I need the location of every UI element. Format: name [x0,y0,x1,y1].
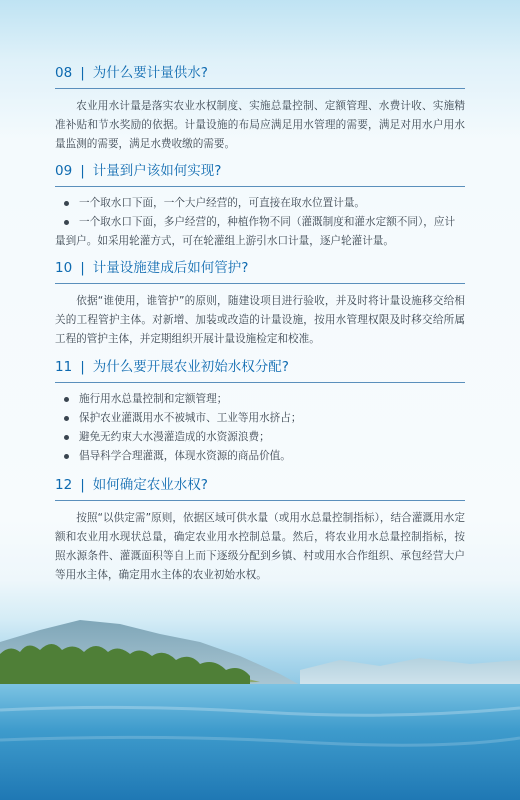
section-number: 12 [55,477,73,493]
section-09 [55,162,465,251]
bullet-list [55,390,465,466]
section-number: 10 [55,260,73,276]
section-heading [55,358,465,376]
section-title: 为什么要开展农业初始水权分配? [92,359,289,375]
list-item: 一个取水口下面，一个大户经营的，可直接在取水位置计量。 [55,194,465,213]
section-paragraph: 按照“以供定需”原则，依据区域可供水量（或用水总量控制指标），结合灌溉用水定额和农业用水现状总量，确定农业用水控制总量。然后，将农业用水总量控制指标，按照水源条件、灌溉面积等自上而下逐级分配到乡镇、村或用水合作组织、承包经营大户等用水主体，确定用水主体的农业初始水权。 [55,512,465,581]
lake-water [0,684,520,800]
list-item: 倡导科学合理灌溉，体现水资源的商品价值。 [55,447,465,466]
list-item: 施行用水总量控制和定额管理； [55,390,465,409]
far-mountains [300,658,520,685]
bullet-list [55,194,465,251]
bullet-dot-icon [64,416,69,421]
list-item: 一个取水口下面，多户经营的，种植作物不同（灌溉制度和灌水定额不同），应计量到户。如采用轮灌方式，可在轮灌组上游引水口计量，逐户轮灌计量。 [55,216,456,247]
section-heading [55,64,465,82]
list-item: 保护农业灌溉用水不被城市、工业等用水挤占； [55,409,465,428]
heading-rule [55,500,465,501]
section-title: 计量到户该如何实现? [92,163,222,179]
section-heading [55,476,465,494]
heading-rule [55,283,465,284]
section-heading [55,259,465,277]
heading-separator: | [80,65,85,81]
section-number: 11 [55,359,73,375]
section-heading [55,162,465,180]
section-12 [55,476,465,585]
section-paragraph: 依据“谁使用，谁管护”的原则，随建设项目进行验收，并及时将计量设施移交给相关的工程管护主体。对新增、加装或改造的计量设施，按用水管理权限及时移交给所属工程的管护主体，并定期组织开展计量设施检定和校准。 [55,295,465,345]
lake-landscape-illustration [0,590,520,800]
bullet-dot-icon [64,454,69,459]
heading-separator: | [80,359,85,375]
section-title: 为什么要计量供水? [92,65,208,81]
section-number: 09 [55,163,73,179]
section-title: 如何确定农业水权? [92,477,208,493]
section-10 [55,259,465,349]
list-item: 避免无约束大水漫灌造成的水资源浪费； [55,428,465,447]
bullet-dot-icon [64,220,69,225]
heading-separator: | [80,163,85,179]
section-paragraph: 农业用水计量是落实农业水权制度、实施总量控制、定额管理、水费计收、实施精准补贴和节水奖励的依据。计量设施的布局应满足用水管理的需要，满足对用水户用水量监测的需要，满足水费收缴的需要。 [55,100,465,150]
heading-rule [55,186,465,187]
heading-rule [55,88,465,89]
bullet-dot-icon [64,397,69,402]
bullet-dot-icon [64,201,69,206]
heading-separator: | [80,260,85,276]
section-08 [55,64,465,154]
section-number: 08 [55,65,73,81]
heading-separator: | [80,477,85,493]
heading-rule [55,382,465,383]
section-11 [55,358,465,466]
section-title: 计量设施建成后如何管护? [92,260,249,276]
bullet-dot-icon [64,435,69,440]
